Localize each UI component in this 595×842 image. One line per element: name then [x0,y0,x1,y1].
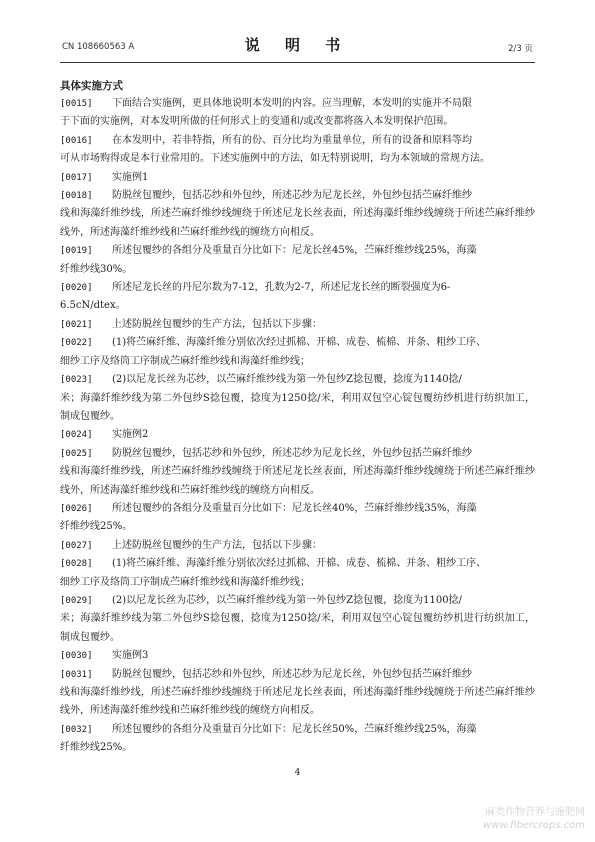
paragraph-number: [0018] [60,191,93,202]
paragraph-number: [0025] [60,448,93,459]
paragraph [60,555,535,592]
paragraph-text-first: (1)将苎麻纤维、海藻纤维分别依次经过抓棉、开棉、成卷、梳棉、并条、粗纱工序、 [112,337,487,349]
paragraph-number: [0023] [60,375,93,386]
paragraph [60,426,535,444]
paragraph-first-line [60,187,535,205]
paragraph-first-line [60,242,535,260]
paragraph-number: [0027] [60,540,93,551]
paragraph-text-first: (1)将苎麻纤维、海藻纤维分别依次经过抓棉、开棉、成卷、梳棉、并条、粗纱工序、 [112,558,487,570]
paragraph-text-first: (2)以尼龙长丝为芯纱，以苎麻纤维纱线为第一外包纱Z捻包覆，捻度为1140捻/ [112,374,462,386]
paragraph [60,316,535,334]
paragraph-first-line [60,647,535,665]
paragraph-text-rest: 可从市场购得或是本行业常用的。下述实施例中的方法，如无特别说明，均为本领域的常规方法。 [60,153,490,165]
paragraph [60,500,535,537]
paragraph-text-rest: 于下面的实施例，对本发明所做的任何形式上的变通和/或改变都将落入本发明保护范围。 [60,116,454,128]
paragraph-text-first: 实施例3 [112,650,149,662]
paragraph-first-line [60,334,535,352]
paragraph-first-line [60,132,535,150]
paragraph-first-line [60,592,535,610]
paragraph [60,279,535,316]
paragraph-first-line [60,445,535,463]
paragraph-number: [0022] [60,338,93,349]
paragraph-text-rest: 线和海藻纤维纱线，所述苎麻纤维纱线缠绕于所述尼龙长丝表面，所述海藻纤维纱线缠绕于所述苎麻纤维纱线外，所述海藻纤维纱线和苎麻纤维纱线的缠绕方向相反。 [60,208,535,238]
paragraph-first-line [60,666,535,684]
paragraph-first-line [60,721,535,739]
paragraph-text-rest: 线和海藻纤维纱线，所述苎麻纤维纱线缠绕于所述尼龙长丝表面，所述海藻纤维纱线缠绕于所述苎麻纤维纱线外，所述海藻纤维纱线和苎麻纤维纱线的缠绕方向相反。 [60,687,535,717]
paragraph-text-rest: 纤维纱线25%。 [60,742,133,754]
paragraph-first-line [60,426,535,444]
paragraph-list [60,95,535,758]
paragraph-first-line [60,169,535,187]
paragraph-number: [0019] [60,246,93,257]
paragraph-number: [0020] [60,283,93,294]
paragraph-text-rest: 纤维纱线25%。 [60,521,133,533]
paragraph-number: [0031] [60,669,93,680]
paragraph-first-line [60,371,535,389]
paragraph-text-rest: 纤维纱线30%。 [60,263,133,275]
paragraph [60,242,535,279]
paragraph-text-first: 所述尼龙长丝的丹尼尔数为7-12，孔数为2-7，所述尼龙长丝的断裂强度为6- [112,282,451,294]
paragraph [60,334,535,371]
header-divider [60,62,535,63]
document-body [60,79,535,758]
paragraph-text-first: 上述防脱丝包覆纱的生产方法，包括以下步骤： [112,539,322,551]
paragraph [60,187,535,242]
watermark-url: www.fibercrops.com [483,820,585,831]
paragraph-text-first: 上述防脱丝包覆纱的生产方法，包括以下步骤： [112,318,322,330]
paragraph-number: [0032] [60,724,93,735]
paragraph-text-rest: 细纱工序及络筒工序制成苎麻纤维纱线和海藻纤维纱线； [60,355,310,367]
paragraph-first-line [60,316,535,334]
paragraph-text-first: 所述包覆纱的各组分及重量百分比如下：尼龙长丝50%，苎麻纤维纱线25%，海藻 [112,723,477,735]
paragraph-text-rest: 米；海藻纤维纱线为第二外包纱S捻包覆，捻度为1250捻/米，利用双包空心锭包覆纺纱机进行纺织加工，制成包覆纱。 [60,613,535,643]
page-number: 4 [294,768,301,778]
paragraph-text-first: 所述包覆纱的各组分及重量百分比如下：尼龙长丝45%，苎麻纤维纱线25%，海藻 [112,245,477,257]
paragraph [60,371,535,426]
paragraph-text-first: 所述包覆纱的各组分及重量百分比如下：尼龙长丝40%，苎麻纤维纱线35%，海藻 [112,502,477,514]
paragraph-text-rest: 米；海藻纤维纱线为第二外包纱S捻包覆，捻度为1250捻/米，利用双包空心锭包覆纺纱机进行纺织加工，制成包覆纱。 [60,392,535,422]
paragraph-number: [0029] [60,595,93,606]
paragraph-number: [0016] [60,135,93,146]
paragraph-text-first: (2)以尼龙长丝为芯纱，以苎麻纤维纱线为第一外包纱Z捻包覆，捻度为1100捻/ [112,594,462,606]
paragraph-first-line [60,500,535,518]
paragraph-first-line [60,555,535,573]
paragraph [60,445,535,500]
paragraph [60,132,535,169]
paragraph-number: [0021] [60,319,93,330]
paragraph-number: [0026] [60,503,93,514]
page-count: 2/3 页 [508,44,533,54]
paragraph-text-first: 实施例1 [112,171,149,183]
paragraph-text-first: 防脱丝包覆纱，包括芯纱和外包纱，所述芯纱为尼龙长丝，外包纱包括苎麻纤维纱 [112,190,472,202]
paragraph-text-rest: 6.5cN/dtex。 [60,300,126,312]
paragraph-first-line [60,95,535,113]
paragraph-text-first: 下面结合实施例，更具体地说明本发明的内容。应当理解，本发明的实施并不局限 [112,98,472,109]
paragraph-text-first: 防脱丝包覆纱，包括芯纱和外包纱，所述芯纱为尼龙长丝，外包纱包括苎麻纤维纱 [112,668,472,680]
page-header [60,34,535,56]
paragraph-text-rest: 线和海藻纤维纱线，所述苎麻纤维纱线缠绕于所述尼龙长丝表面，所述海藻纤维纱线缠绕于所述苎麻纤维纱线外，所述海藻纤维纱线和苎麻纤维纱线的缠绕方向相反。 [60,466,535,496]
paragraph-text-first: 防脱丝包覆纱，包括芯纱和外包纱，所述芯纱为尼龙长丝，外包纱包括苎麻纤维纱 [112,447,472,459]
paragraph-number: [0030] [60,651,93,662]
paragraph [60,537,535,555]
paragraph-number: [0024] [60,430,93,441]
paragraph [60,169,535,187]
paragraph-text-rest: 细纱工序及络筒工序制成苎麻纤维纱线和海藻纤维纱线； [60,576,310,588]
paragraph [60,647,535,665]
paragraph [60,592,535,647]
paragraph-first-line [60,279,535,297]
paragraph-first-line [60,537,535,555]
paragraph-number: [0017] [60,172,93,183]
paragraph-number: [0015] [60,99,93,109]
paragraph-number: [0028] [60,559,93,570]
paragraph [60,666,535,721]
site-watermark [483,806,585,832]
paragraph [60,95,535,132]
paragraph [60,721,535,758]
watermark-site-name: 麻类作物营养与施肥网 [485,807,585,818]
publication-number: CN 108660563 A [62,42,135,52]
paragraph-text-first: 在本发明中，若非特指，所有的份、百分比均为重量单位，所有的设备和原料等均 [112,134,472,146]
section-heading: 具体实施方式 [60,80,123,92]
document-title: 说 明 书 [244,36,351,54]
paragraph-text-first: 实施例2 [112,429,149,441]
